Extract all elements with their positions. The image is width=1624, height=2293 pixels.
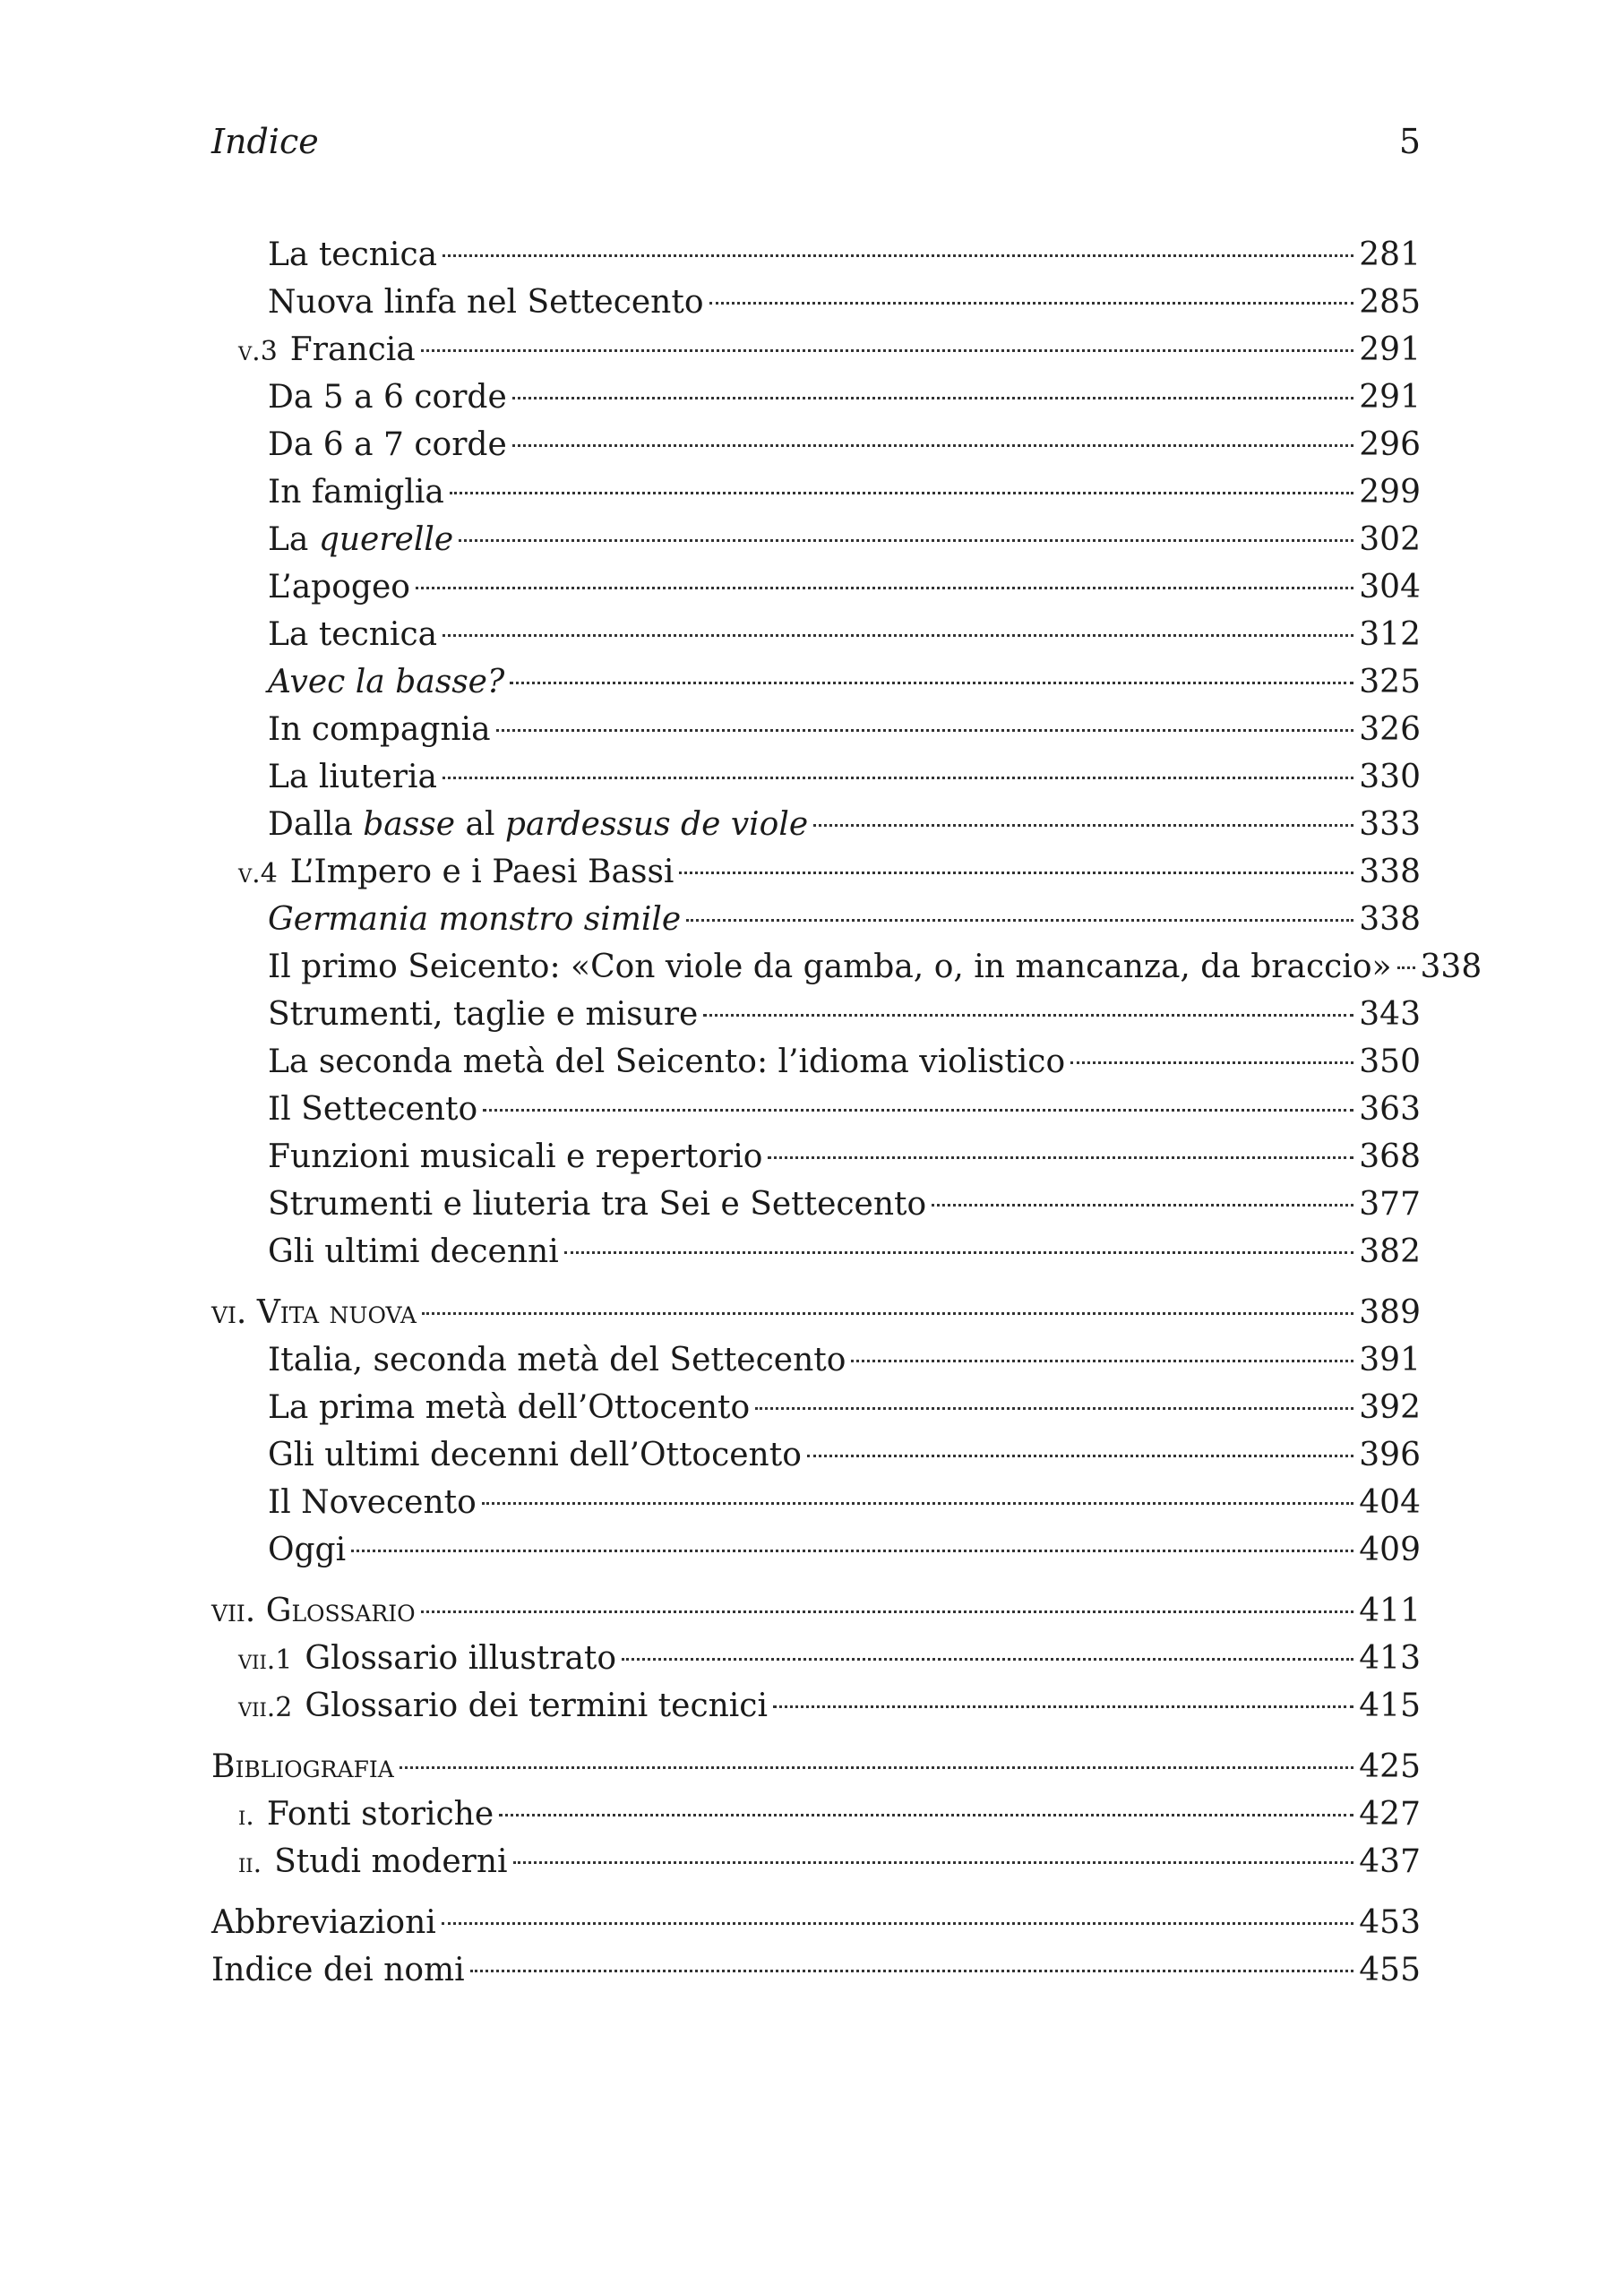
dot-leader (442, 1922, 1354, 1925)
toc-entry-page: 338 (1420, 949, 1482, 985)
dot-leader (499, 1814, 1353, 1816)
toc-entry[interactable] (211, 706, 1421, 753)
table-of-contents (211, 231, 1482, 1994)
toc-entry-page: 368 (1359, 1138, 1421, 1175)
toc-entry-page: 437 (1359, 1843, 1421, 1880)
dot-leader (443, 254, 1353, 257)
toc-entry-title: In compagnia (268, 711, 491, 748)
toc-entry[interactable] (211, 1289, 1421, 1336)
dot-leader (443, 634, 1353, 637)
dot-leader (679, 872, 1353, 874)
toc-entry-page: 343 (1359, 996, 1421, 1033)
toc-entry-title: Il Novecento (268, 1484, 477, 1521)
toc-entry-title: Studi moderni (274, 1843, 508, 1880)
dot-leader (513, 1861, 1354, 1864)
toc-entry-title (268, 658, 504, 706)
toc-entry-title: Glossario dei termini tecnici (305, 1688, 768, 1724)
dot-leader (768, 1156, 1353, 1159)
page-number: 5 (1398, 122, 1421, 161)
toc-entry-page: 363 (1359, 1091, 1421, 1128)
dot-leader (400, 1766, 1353, 1769)
dot-leader (421, 1610, 1354, 1613)
toc-entry[interactable] (211, 516, 1421, 563)
toc-entry-title: Francia (289, 331, 416, 368)
dot-leader (807, 1455, 1353, 1457)
toc-entry[interactable] (211, 279, 1421, 326)
toc-entry-page: 391 (1359, 1342, 1421, 1378)
dot-leader (686, 919, 1353, 922)
toc-entry-page: 415 (1359, 1688, 1421, 1724)
toc-entry[interactable] (211, 1181, 1421, 1228)
toc-entry-page: 382 (1359, 1233, 1421, 1270)
toc-entry-page: 404 (1359, 1484, 1421, 1521)
running-head-title: Indice (211, 122, 319, 161)
toc-entry-title: Bibliografia (211, 1748, 394, 1785)
dot-leader (470, 1970, 1354, 1972)
toc-entry[interactable] (211, 1899, 1421, 1946)
toc-entry[interactable] (211, 1228, 1421, 1275)
toc-entry-title: Abbreviazioni (211, 1904, 436, 1941)
running-head (211, 115, 1421, 168)
toc-entry-title: La prima metà dell’Ottocento (268, 1389, 751, 1426)
toc-entry-title: Gli ultimi decenni (268, 1233, 559, 1270)
toc-entry-title: Strumenti, taglie e misure (268, 996, 699, 1033)
dot-leader (459, 539, 1353, 542)
toc-entry[interactable] (211, 943, 1482, 991)
toc-entry[interactable] (211, 231, 1421, 279)
toc-entry-number: v.4 (238, 858, 278, 889)
toc-entry-title: In famiglia (268, 474, 444, 511)
toc-title-part: al (455, 806, 505, 843)
toc-entry-title: Il Settecento (268, 1091, 478, 1128)
toc-entry[interactable] (211, 1133, 1421, 1181)
toc-entry-page: 455 (1359, 1952, 1421, 1988)
toc-entry[interactable] (211, 1526, 1421, 1574)
toc-entry[interactable] (211, 374, 1421, 421)
dot-leader (851, 1360, 1353, 1362)
toc-entry-title: Funzioni musicali e repertorio (268, 1138, 763, 1175)
toc-title-italic-part: basse (363, 806, 456, 843)
toc-entry[interactable] (211, 1682, 1421, 1730)
dot-leader (351, 1550, 1353, 1552)
toc-entry[interactable] (211, 1336, 1421, 1384)
toc-entry-title: vii. Glossario (211, 1593, 416, 1629)
toc-title-italic-part: Germania monstro simile (268, 901, 682, 938)
toc-entry-title (268, 896, 681, 943)
toc-entry-title: La tecnica (268, 236, 438, 273)
toc-entry-page: 413 (1359, 1640, 1421, 1677)
toc-entry-number: vii.2 (238, 1692, 293, 1723)
toc-entry-page: 350 (1359, 1043, 1421, 1080)
toc-entry-title: L’apogeo (268, 569, 410, 605)
toc-entry[interactable] (211, 1431, 1421, 1479)
toc-entry-title: La tecnica (268, 616, 438, 653)
toc-entry-title: Gli ultimi decenni dell’Ottocento (268, 1437, 802, 1473)
toc-entry[interactable] (211, 1384, 1421, 1431)
dot-leader (450, 492, 1353, 494)
toc-entry-page: 411 (1359, 1593, 1421, 1629)
toc-entry[interactable] (211, 1587, 1421, 1635)
toc-entry[interactable] (211, 421, 1421, 468)
toc-entry-page: 333 (1359, 806, 1421, 843)
toc-entry-page: 312 (1359, 616, 1421, 653)
dot-leader (422, 1312, 1353, 1315)
dot-leader (483, 1109, 1353, 1112)
toc-entry[interactable] (211, 468, 1421, 516)
toc-entry-title: La liuteria (268, 759, 437, 795)
toc-entry[interactable] (211, 848, 1421, 896)
toc-entry-page: 392 (1359, 1389, 1421, 1426)
toc-entry[interactable] (211, 753, 1421, 801)
toc-title-italic-part: Avec la basse? (268, 664, 505, 700)
toc-entry-page: 304 (1359, 569, 1421, 605)
toc-entry-page: 291 (1359, 331, 1421, 368)
toc-entry[interactable] (211, 563, 1421, 611)
toc-entry[interactable] (211, 1791, 1421, 1838)
toc-entry-title: Da 5 a 6 corde (268, 379, 507, 416)
toc-entry-page: 338 (1359, 854, 1421, 890)
toc-entry-number: i. (238, 1800, 254, 1832)
dot-leader (482, 1502, 1353, 1505)
toc-entry[interactable] (211, 991, 1421, 1038)
dot-leader (813, 824, 1353, 827)
toc-entry[interactable] (211, 1743, 1421, 1791)
dot-leader (496, 729, 1354, 732)
dot-leader (564, 1251, 1354, 1254)
toc-entry-page: 453 (1359, 1904, 1421, 1941)
toc-entry-number: v.3 (238, 336, 278, 367)
toc-entry-title: Da 6 a 7 corde (268, 426, 507, 463)
toc-entry-page: 296 (1359, 426, 1421, 463)
toc-title-italic-part: querelle (318, 521, 454, 558)
dot-leader (443, 777, 1353, 779)
toc-entry-title: Il primo Seicento: «Con viole da gamba, o, in mancanza, da braccio» (268, 949, 1392, 985)
toc-entry-number: ii. (238, 1848, 262, 1879)
toc-entry-title: Italia, seconda metà del Settecento (268, 1342, 846, 1378)
toc-entry[interactable] (211, 1038, 1421, 1086)
toc-entry-page: 409 (1359, 1532, 1421, 1568)
dot-leader (1397, 966, 1415, 969)
dot-leader (512, 444, 1354, 447)
toc-entry-page: 325 (1359, 664, 1421, 700)
toc-entry[interactable] (211, 611, 1421, 658)
toc-entry-title: Strumenti e liuteria tra Sei e Settecento (268, 1186, 927, 1223)
toc-entry-title: Oggi (268, 1532, 347, 1568)
toc-entry-page: 338 (1359, 901, 1421, 938)
toc-entry-title: Fonti storiche (266, 1796, 494, 1833)
toc-entry[interactable] (211, 1946, 1421, 1994)
toc-entry-page: 299 (1359, 474, 1421, 511)
dot-leader (1070, 1061, 1353, 1064)
toc-title-italic-part: pardessus de viole (504, 806, 809, 843)
dot-leader (512, 397, 1354, 399)
toc-entry-title (268, 801, 808, 848)
dot-leader (703, 1014, 1353, 1017)
dot-leader (416, 587, 1353, 589)
toc-entry-title: Indice dei nomi (211, 1952, 465, 1988)
dot-leader (622, 1658, 1353, 1661)
toc-entry[interactable] (211, 896, 1421, 943)
dot-leader (755, 1407, 1353, 1410)
toc-entry-page: 291 (1359, 379, 1421, 416)
toc-title-part: Dalla (268, 806, 364, 843)
toc-entry-page: 389 (1359, 1294, 1421, 1331)
dot-leader (709, 302, 1354, 305)
toc-entry-page: 330 (1359, 759, 1421, 795)
toc-entry[interactable] (211, 326, 1421, 374)
toc-entry-title: Glossario illustrato (305, 1640, 617, 1677)
toc-entry[interactable] (211, 1838, 1421, 1885)
toc-entry-title: La seconda metà del Seicento: l’idioma violistico (268, 1043, 1066, 1080)
toc-entry-page: 425 (1359, 1748, 1421, 1785)
toc-entry-page: 396 (1359, 1437, 1421, 1473)
dot-leader (773, 1705, 1353, 1708)
toc-entry-title: L’Impero e i Paesi Bassi (289, 854, 675, 890)
toc-entry[interactable] (211, 658, 1421, 706)
toc-entry-title: vi. Vita nuova (211, 1294, 417, 1331)
toc-entry-title: Nuova linfa nel Settecento (268, 284, 704, 321)
toc-title-part: La (268, 521, 319, 558)
toc-entry[interactable] (211, 1479, 1421, 1526)
toc-entry-title (268, 516, 453, 563)
dot-leader (932, 1204, 1353, 1207)
toc-entry-page: 302 (1359, 521, 1421, 558)
toc-entry[interactable] (211, 801, 1421, 848)
toc-entry-number: vii.1 (238, 1645, 293, 1676)
dot-leader (421, 349, 1354, 352)
toc-entry-page: 427 (1359, 1796, 1421, 1833)
toc-entry-page: 281 (1359, 236, 1421, 273)
toc-entry-page: 285 (1359, 284, 1421, 321)
toc-entry-page: 326 (1359, 711, 1421, 748)
toc-entry[interactable] (211, 1635, 1421, 1682)
dot-leader (510, 682, 1353, 684)
toc-entry-page: 377 (1359, 1186, 1421, 1223)
toc-entry[interactable] (211, 1086, 1421, 1133)
